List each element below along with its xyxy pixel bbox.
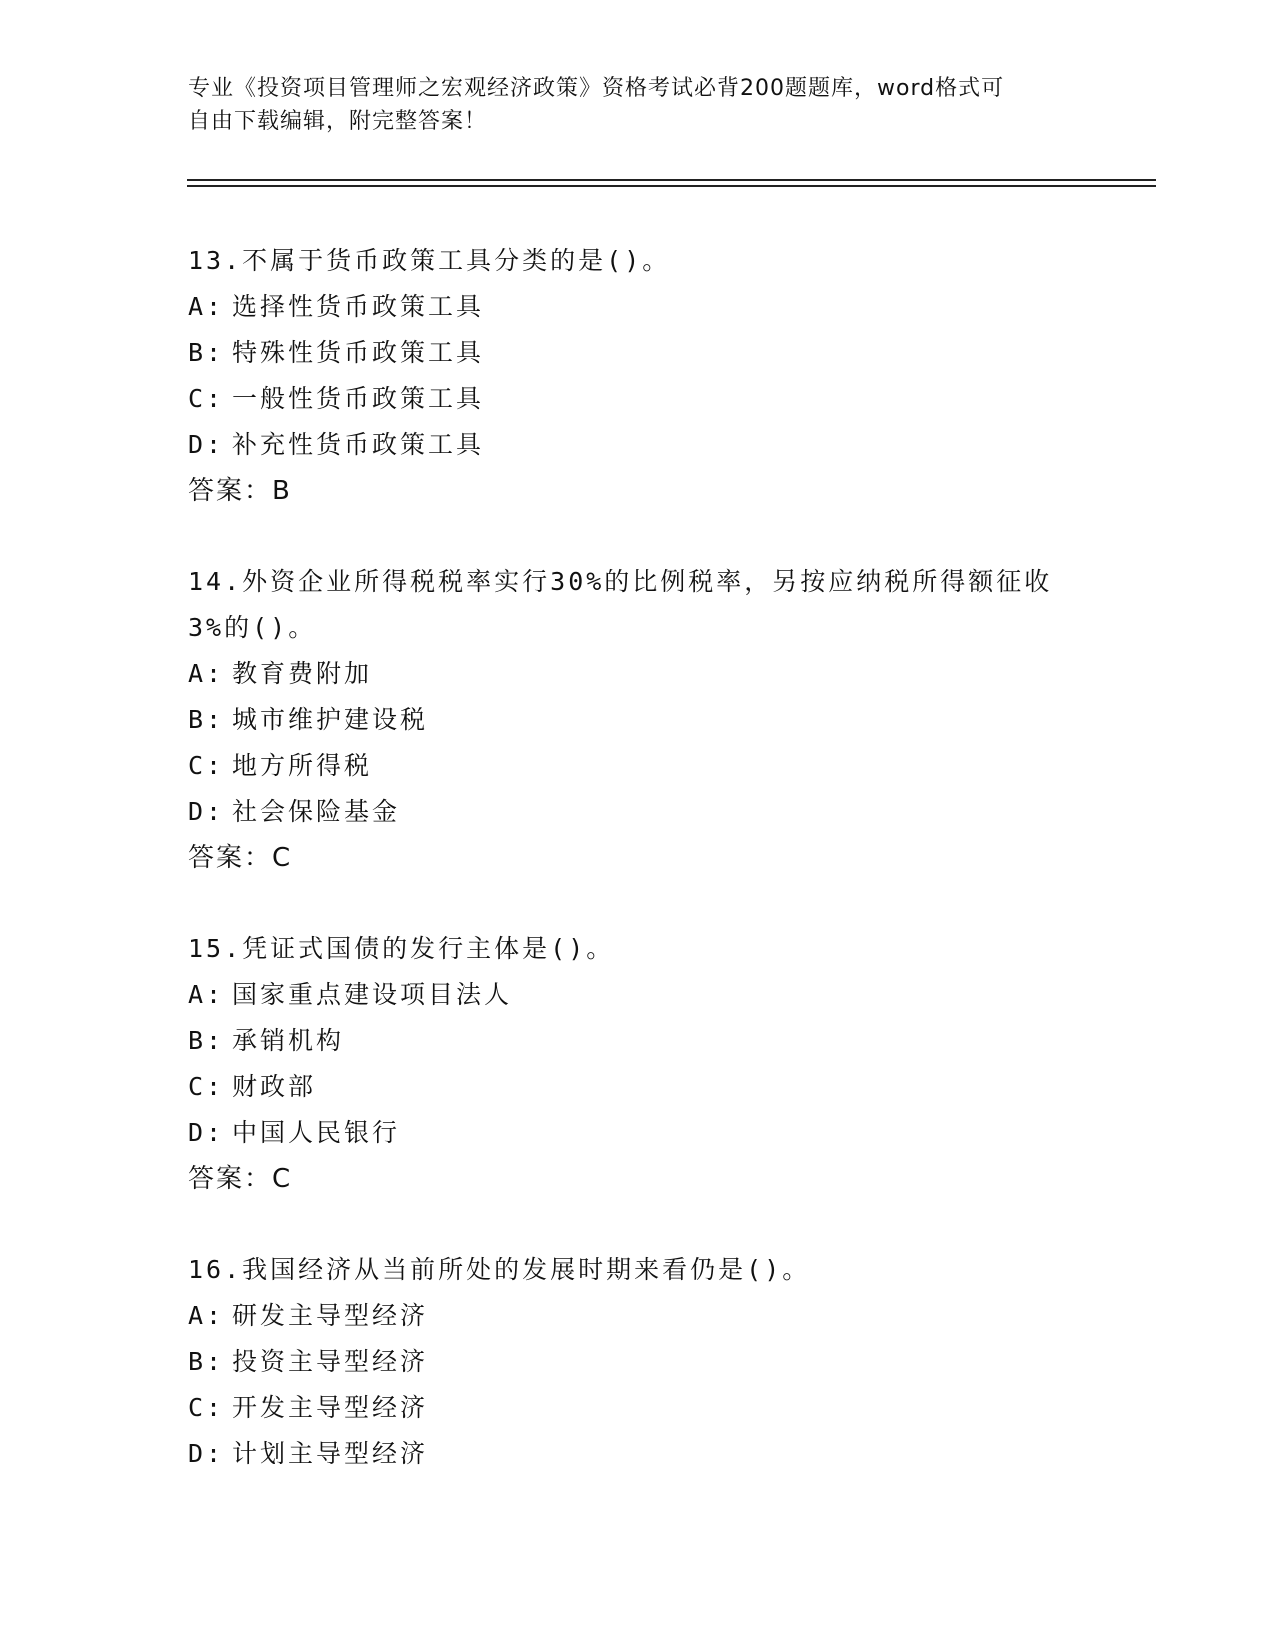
option-b [188,1339,1088,1385]
question-stem: 16.我国经济从当前所处的发展时期来看仍是()。 [188,1255,811,1284]
option-text: 社会保险基金 [232,797,401,826]
option-text: 教育费附加 [232,659,373,688]
option-text: 补充性货币政策工具 [232,430,485,459]
header-divider-top [187,179,1156,181]
option-letter: C: [188,384,225,413]
option-letter: B: [188,1026,225,1055]
option-letter: A: [188,659,225,688]
answer-line: 答案：C [188,843,293,873]
question-stem: 13.不属于货币政策工具分类的是()。 [188,246,671,275]
option-letter: D: [188,430,225,459]
question-14 [188,559,1088,881]
option-letter: A: [188,980,225,1009]
option-letter: D: [188,797,225,826]
option-c [188,1385,1088,1431]
question-13 [188,238,1088,514]
option-c [188,743,1088,789]
option-text: 选择性货币政策工具 [232,292,485,321]
header-divider-bottom [187,185,1156,187]
option-letter: B: [188,705,225,734]
option-text: 中国人民银行 [232,1118,401,1147]
option-letter: A: [188,292,225,321]
option-letter: A: [188,1301,225,1330]
question-16 [188,1247,1088,1477]
option-d [188,1431,1088,1477]
option-text: 一般性货币政策工具 [232,384,485,413]
option-letter: D: [188,1439,225,1468]
option-a [188,651,1088,697]
option-letter: C: [188,1393,225,1422]
option-text: 财政部 [232,1072,317,1101]
option-text: 投资主导型经济 [232,1347,429,1376]
question-list [188,238,1088,1522]
option-c [188,376,1088,422]
option-b [188,697,1088,743]
option-letter: B: [188,338,225,367]
option-a [188,1293,1088,1339]
option-a [188,284,1088,330]
answer-line: 答案：B [188,476,292,506]
option-text: 计划主导型经济 [232,1439,429,1468]
option-letter: C: [188,751,225,780]
option-text: 开发主导型经济 [232,1393,429,1422]
option-b [188,330,1088,376]
option-d [188,789,1088,835]
option-text: 承销机构 [232,1026,345,1055]
option-text: 国家重点建设项目法人 [232,980,513,1009]
option-letter: C: [188,1072,225,1101]
question-stem: 15.凭证式国债的发行主体是()。 [188,934,615,963]
option-text: 地方所得税 [232,751,373,780]
option-d [188,422,1088,468]
option-text: 城市维护建设税 [232,705,429,734]
answer-line: 答案：C [188,1164,293,1194]
header-line-2: 自由下载编辑，附完整答案！ [188,109,488,134]
option-b [188,1018,1088,1064]
option-c [188,1064,1088,1110]
option-text: 研发主导型经济 [232,1301,429,1330]
question-stem: 14.外资企业所得税税率实行30%的比例税率，另按应纳税所得额征收3%的()。 [188,567,1053,642]
option-letter: D: [188,1118,225,1147]
option-text: 特殊性货币政策工具 [232,338,485,367]
question-15 [188,926,1088,1202]
option-d [188,1110,1088,1156]
option-a [188,972,1088,1018]
document-header [188,72,1088,138]
header-line-1: 专业《投资项目管理师之宏观经济政策》资格考试必背200题题库，word格式可 [188,76,1005,101]
option-letter: B: [188,1347,225,1376]
